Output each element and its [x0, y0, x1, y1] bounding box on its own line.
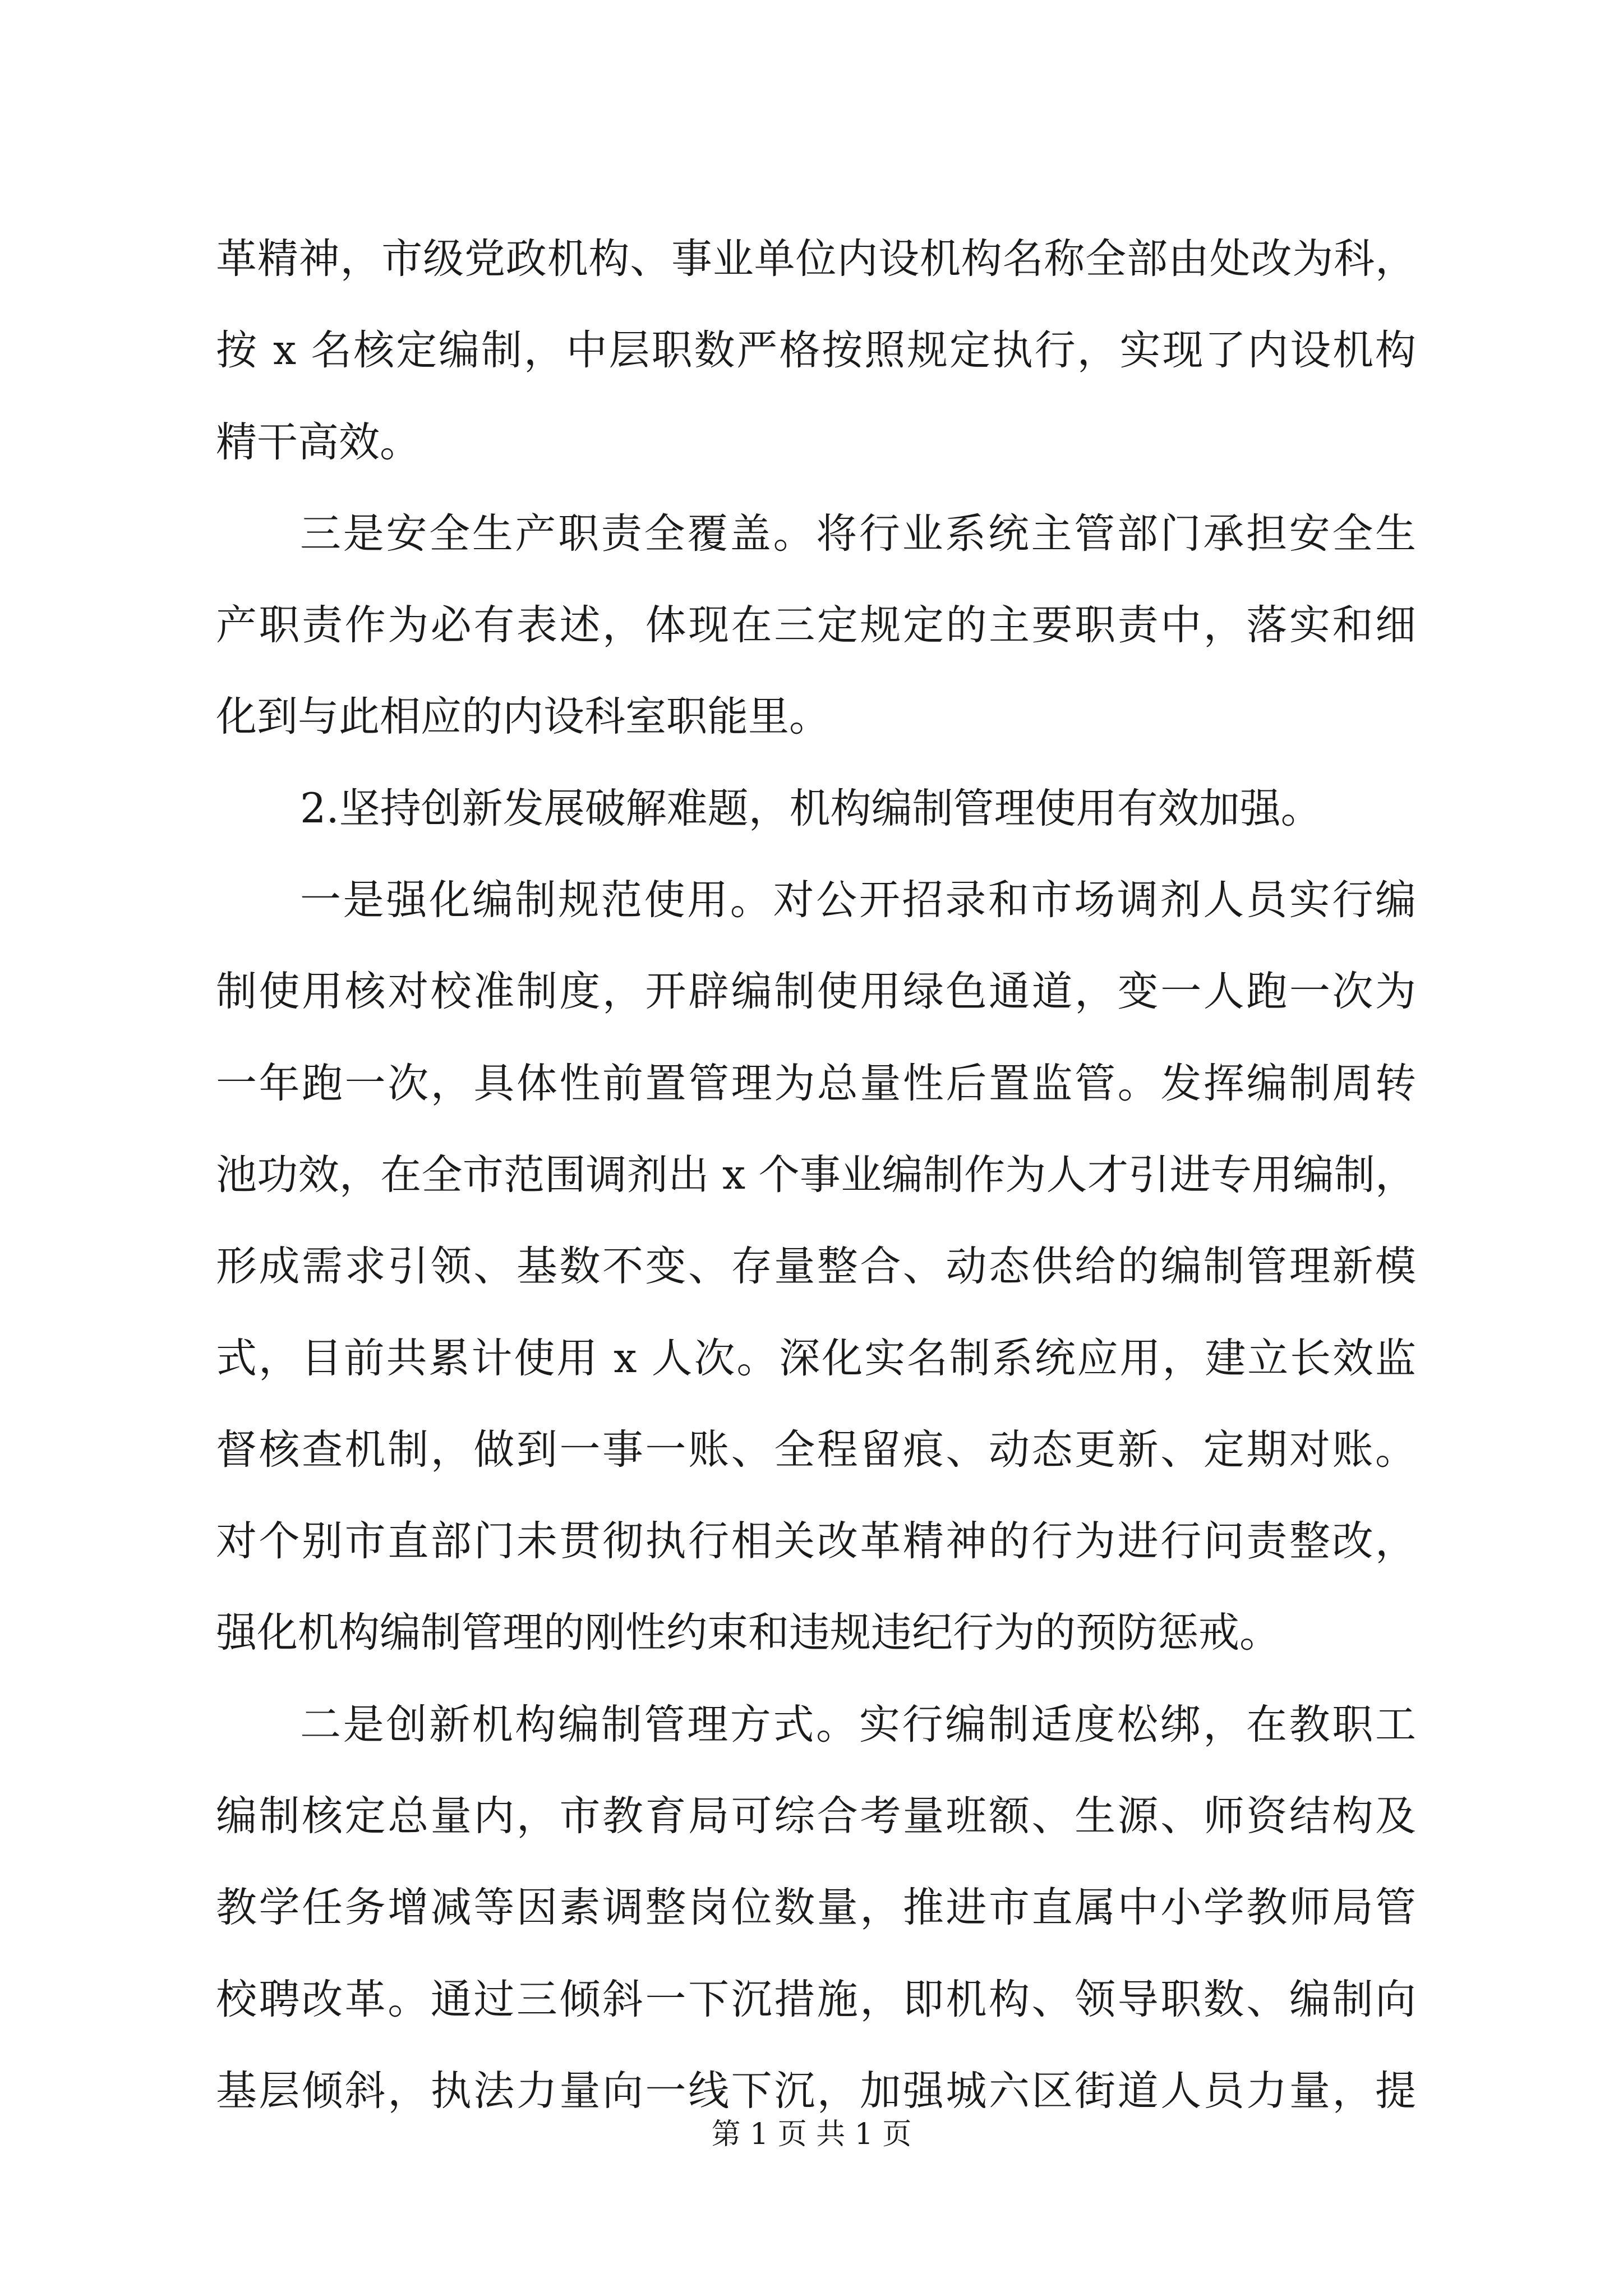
text-line: 教学任务增减等因素调整岗位数量，推进市直属中小学教师局管 — [216, 1884, 1416, 1932]
text-line: 式，目前共累计使用 x 人次。深化实名制系统应用，建立长效监 — [216, 1334, 1416, 1382]
text-line: 一是强化编制规范使用。对公开招录和市场调剂人员实行编 — [300, 876, 1416, 924]
text-line: 精干高效。 — [216, 418, 421, 466]
text-line: 督核查机制，做到一事一账、全程留痕、动态更新、定期对账。 — [216, 1425, 1416, 1474]
text-line: 按 x 名核定编制，中层职数严格按照规定执行，实现了内设机构 — [216, 326, 1416, 375]
document-body — [216, 213, 1416, 2137]
text-line: 池功效，在全市范围调剂出 x 个事业编制作为人才引进专用编制， — [216, 1151, 1416, 1199]
text-line: 形成需求引领、基数不变、存量整合、动态供给的编制管理新模 — [216, 1243, 1416, 1291]
text-line: 校聘改革。通过三倾斜一下沉措施，即机构、领导职数、编制向 — [216, 1975, 1416, 2023]
text-line: 革精神，市级党政机构、事业单位内设机构名称全部由处改为科， — [216, 235, 1416, 283]
text-line: 产职责作为必有表述，体现在三定规定的主要职责中，落实和细 — [216, 601, 1416, 650]
text-line: 一年跑一次，具体性前置管理为总量性后置监管。发挥编制周转 — [216, 1059, 1416, 1107]
text-line: 强化机构编制管理的刚性约束和违规违纪行为的预防惩戒。 — [216, 1609, 1280, 1657]
page-footer: 第 1 页 共 1 页 — [711, 2118, 912, 2151]
text-line: 二是创新机构编制管理方式。实行编制适度松绑，在教职工 — [300, 1700, 1416, 1749]
text-line: 编制核定总量内，市教育局可综合考量班额、生源、师资结构及 — [216, 1792, 1416, 1841]
text-line: 化到与此相应的内设科室职能里。 — [216, 693, 830, 741]
text-line: 对个别市直部门未贯彻执行相关改革精神的行为进行问责整改， — [216, 1517, 1416, 1566]
text-line: 三是安全生产职责全覆盖。将行业系统主管部门承担安全生 — [300, 509, 1416, 558]
text-line: 基层倾斜，执法力量向一线下沉，加强城六区街道人员力量，提 — [216, 2067, 1416, 2115]
text-line: 2.坚持创新发展破解难题，机构编制管理使用有效加强。 — [300, 784, 1322, 832]
text-line: 制使用核对校准制度，开辟编制使用绿色通道，变一人跑一次为 — [216, 968, 1416, 1016]
